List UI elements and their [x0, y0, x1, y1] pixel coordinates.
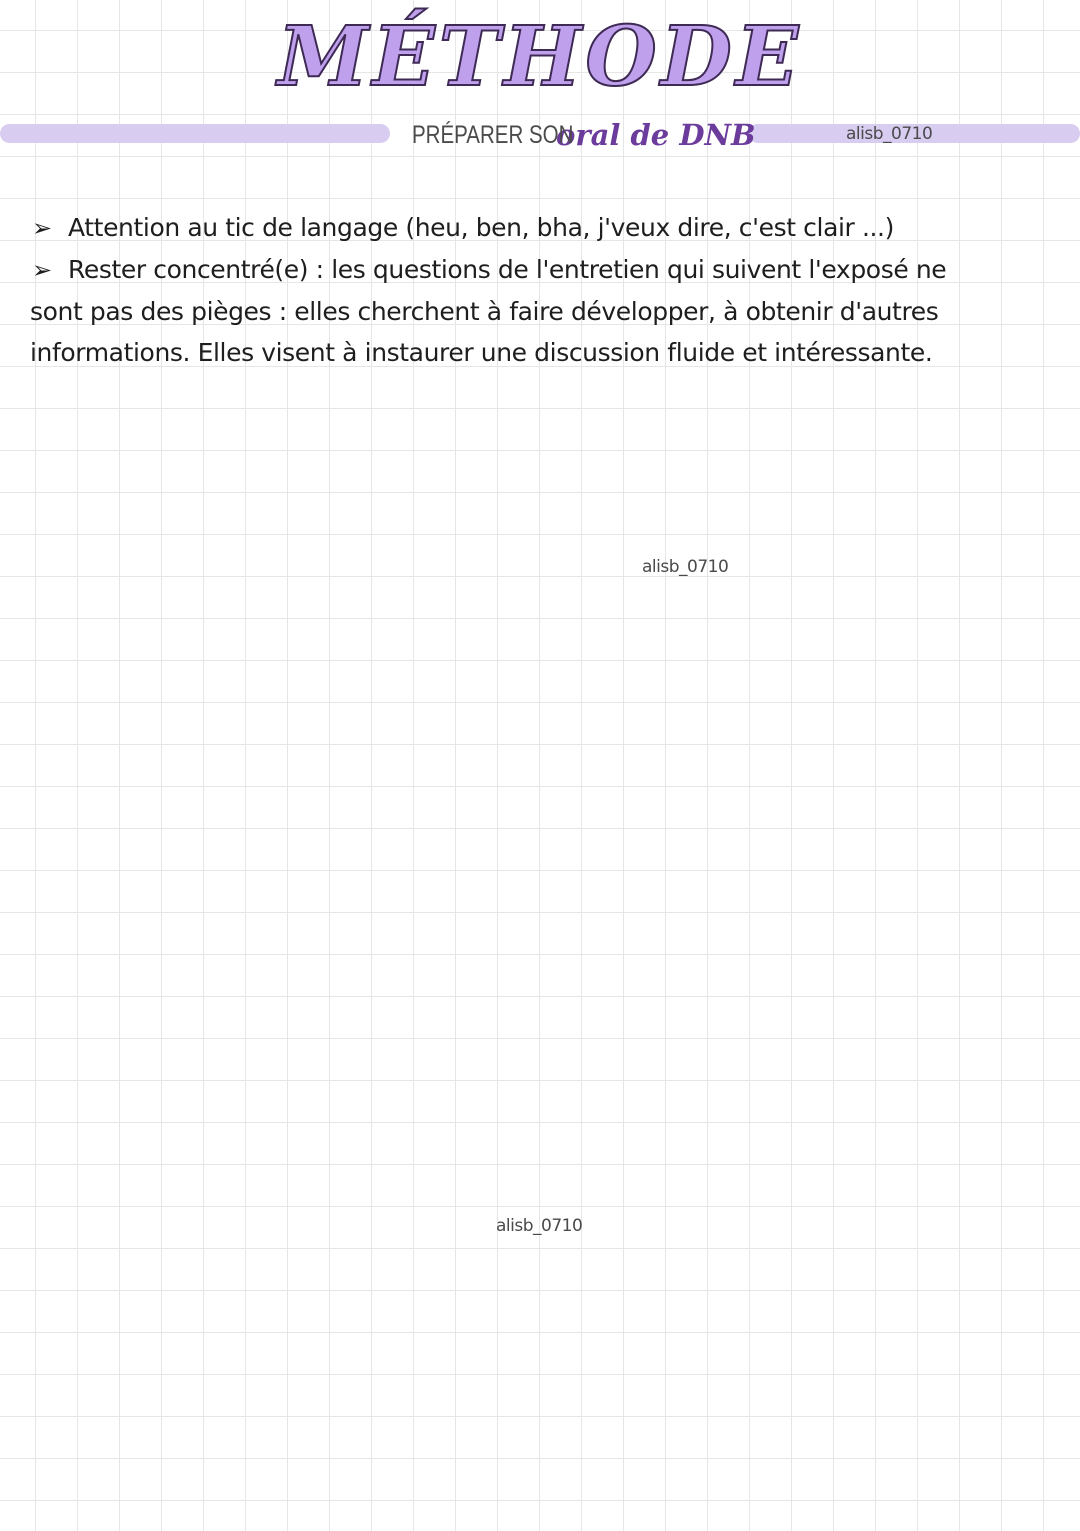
- subtitle-fancy: oral de DNB: [556, 117, 756, 152]
- note-item: [30, 207, 1005, 249]
- arrowhead-bullet-icon: ➢: [32, 256, 52, 284]
- subtitle: [412, 114, 756, 154]
- arrowhead-bullet-icon: ➢: [32, 214, 52, 242]
- note-item: [30, 249, 1005, 373]
- watermark: alisb_0710: [496, 1216, 583, 1236]
- author-handle: alisb_0710: [846, 124, 933, 144]
- note-text: Attention au tic de langage (heu, ben, bha, j'veux dire, c'est clair ...): [68, 213, 894, 242]
- subtitle-plain: PRÉPARER SON: [412, 120, 574, 149]
- note-text: Rester concentré(e) : les questions de l'entretien qui suivent l'exposé ne sont pas des pièges : elles cherchent à faire développer, à obtenir d'autres informations. Elles visent à instaurer une discussion fluide et intéressante.: [30, 255, 947, 367]
- notes-content: [30, 207, 1005, 373]
- header-band-left: [0, 124, 390, 143]
- page-title: MÉTHODE: [277, 9, 803, 105]
- watermark: alisb_0710: [642, 557, 729, 577]
